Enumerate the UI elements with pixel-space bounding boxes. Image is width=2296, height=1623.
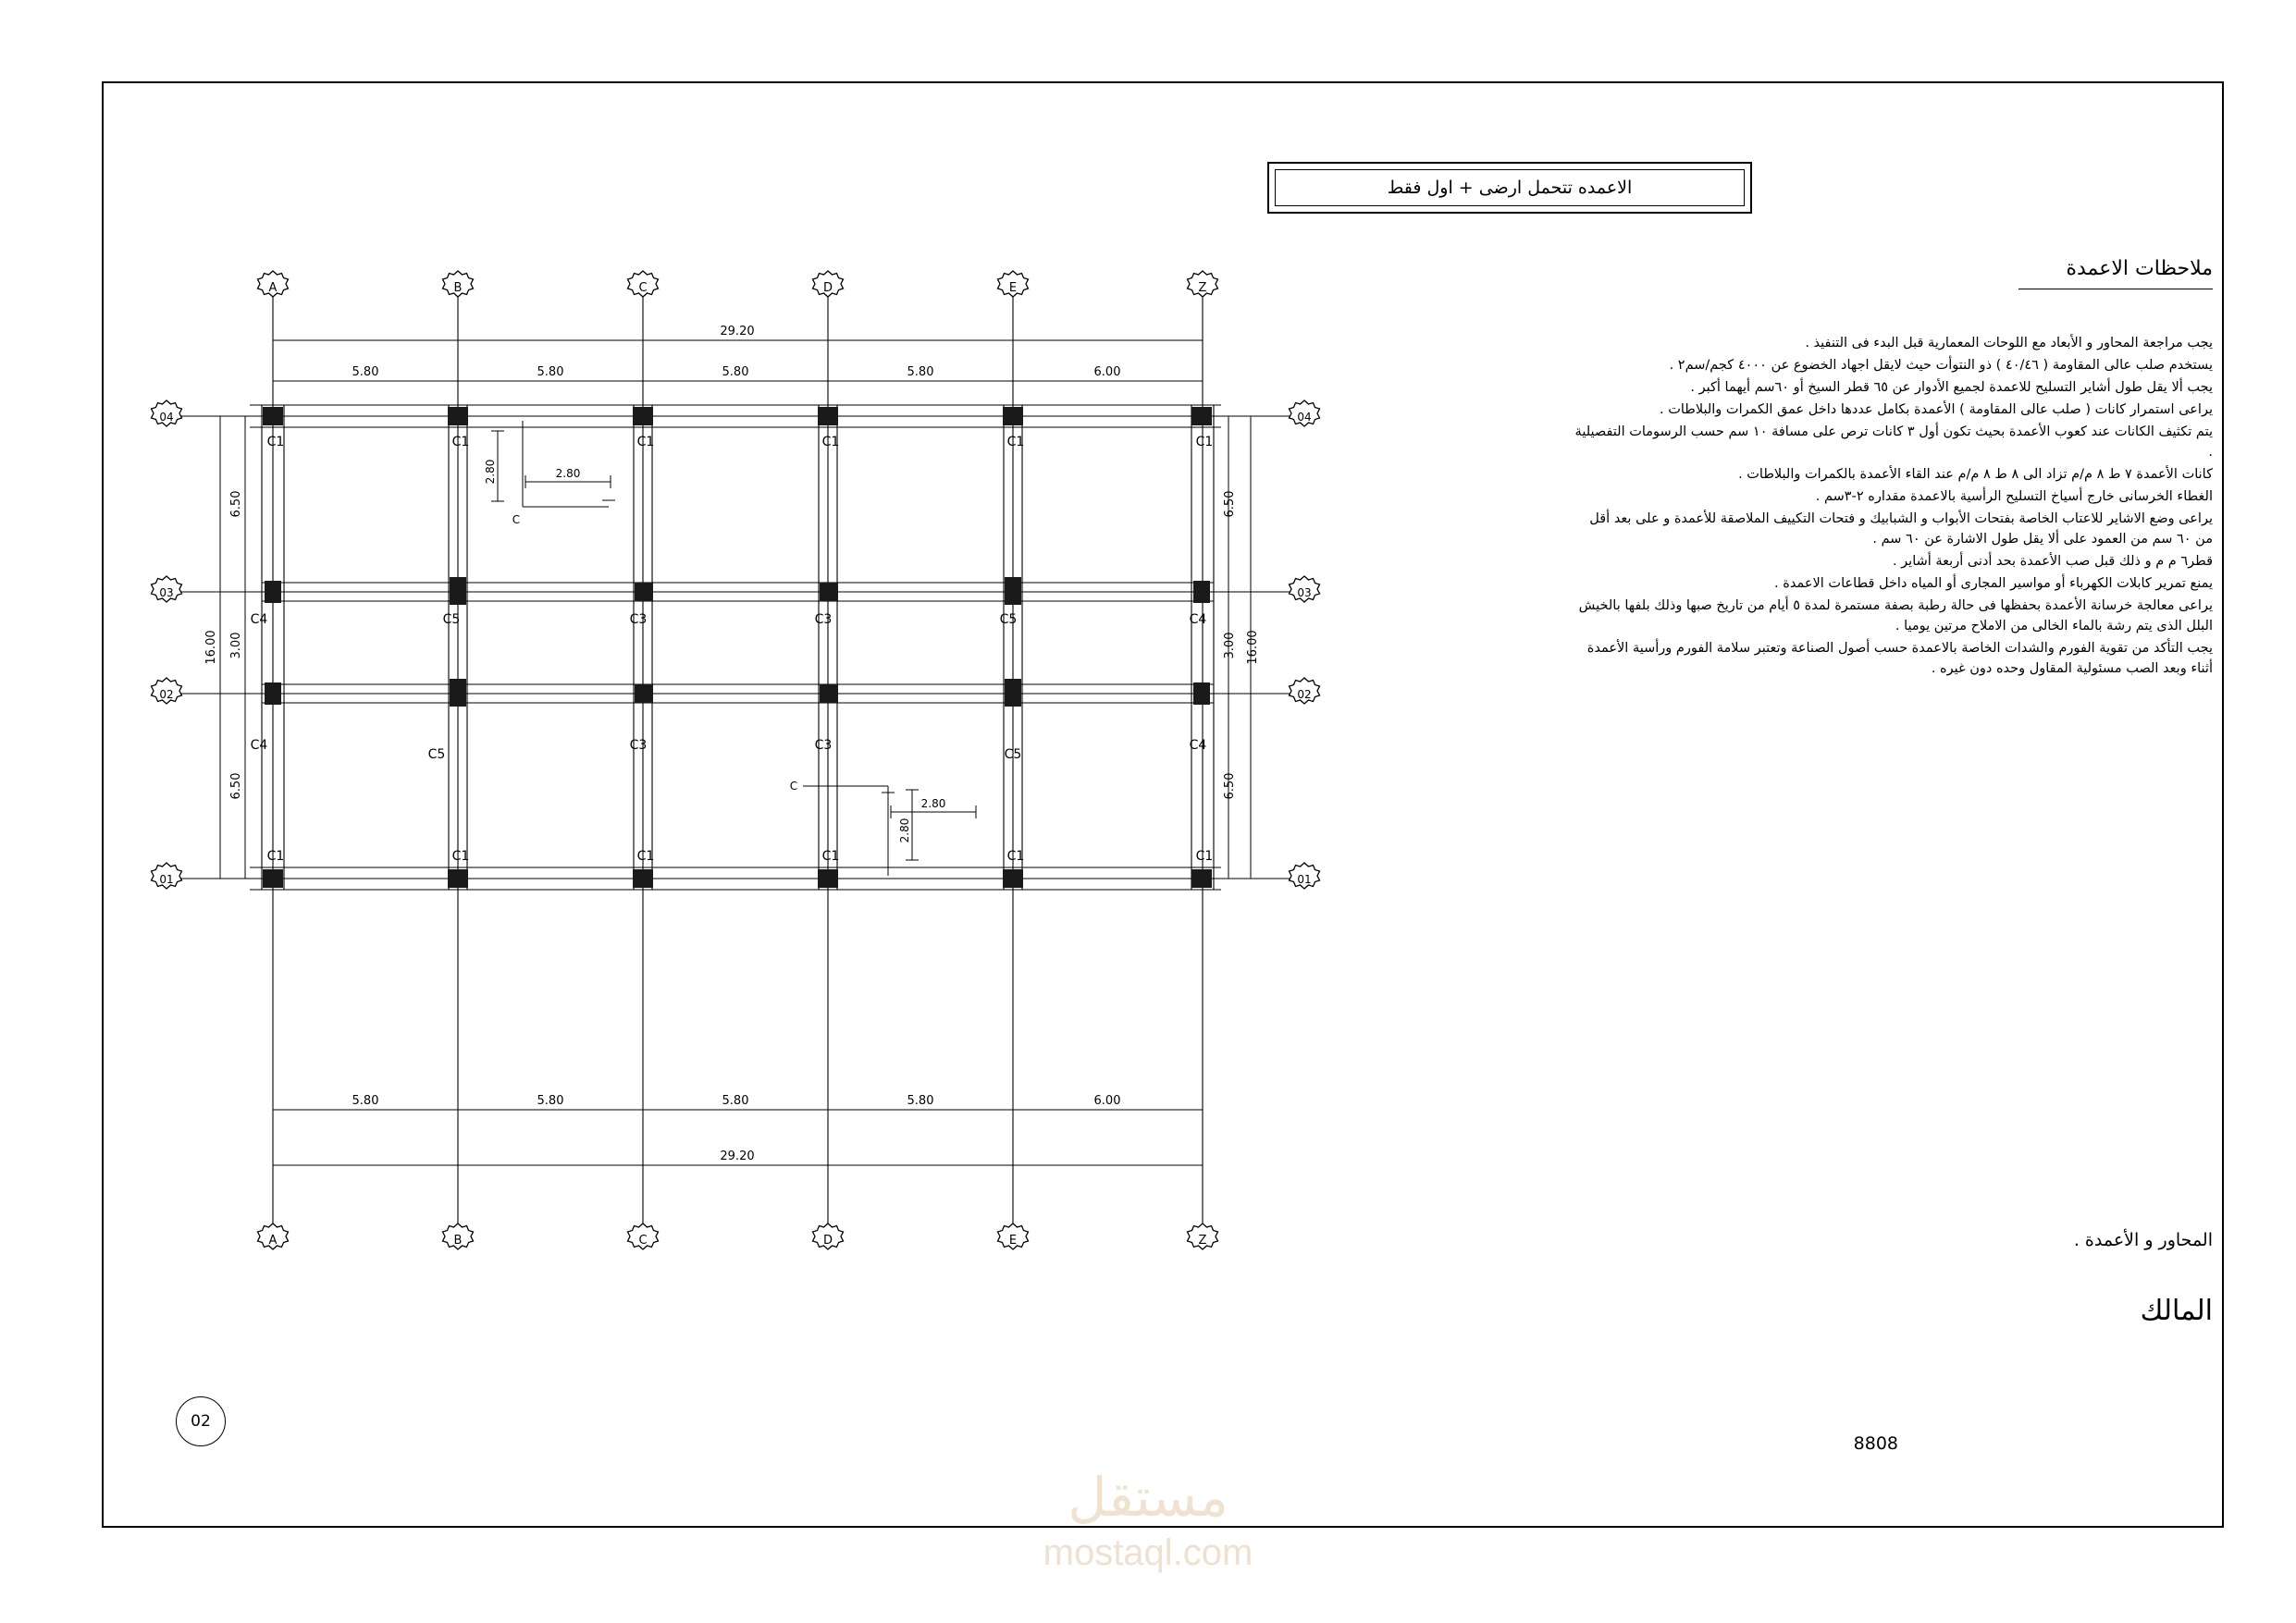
- dimension-label: 6.50: [1223, 772, 1237, 800]
- column-label: C1: [1195, 435, 1214, 449]
- dimension-total-left: 16.00: [204, 630, 218, 665]
- dimension-total-top: 29.20: [720, 325, 755, 338]
- axis-label-c: C: [638, 281, 648, 295]
- column-label: C4: [1189, 612, 1207, 627]
- dimension-label: 5.80: [722, 365, 749, 379]
- axis-label-02: 02: [1297, 688, 1312, 701]
- dimension-label: 5.80: [907, 365, 934, 379]
- axis-label-b: B: [453, 1234, 463, 1248]
- axis-bubbles-bottom: [258, 1223, 1218, 1249]
- axis-label-a: A: [268, 281, 278, 295]
- note-item: الغطاء الخرسانى خارج أسياخ التسليح الرأسية بالاعمدة مقداره ٢-٣سم .: [1815, 489, 2213, 505]
- column-label: C3: [814, 612, 833, 627]
- axes-caption: المحاور و الأعمدة .: [2073, 1230, 2213, 1250]
- detail-callout-1: [491, 421, 615, 507]
- dimension-label: 6.50: [229, 772, 243, 800]
- note-item: يمنع تمرير كابلات الكهرباء أو مواسير المجارى أو المياه داخل قطاعات الاعمدة .: [1774, 576, 2213, 592]
- column-label: C1: [266, 849, 285, 864]
- title-box-text: الاعمده تتحمل ارضى + اول فقط: [1275, 169, 1745, 206]
- column-label: C1: [451, 435, 470, 449]
- axis-label-e: E: [1008, 1234, 1018, 1248]
- note-item: كانات الأعمدة ٧ ط ٨ م/م تزاد الى ٨ ط ٨ م/م عند القاء الأعمدة بالكمرات والبلاطات .: [1738, 467, 2213, 483]
- dimension-label: 5.80: [722, 1094, 749, 1108]
- axis-label-04: 04: [159, 411, 174, 424]
- owner-caption: المالك: [2140, 1295, 2213, 1327]
- notes-heading: ملاحظات الاعمدة: [2066, 257, 2213, 280]
- dimension-total-bottom: 29.20: [720, 1150, 755, 1163]
- axis-bubbles-right: [1290, 400, 1320, 889]
- detail-dimension: 2.80: [555, 467, 581, 480]
- watermark-latin: mostaql.com: [1043, 1532, 1253, 1573]
- column-label: C4: [1189, 738, 1207, 753]
- column-label: C1: [821, 435, 840, 449]
- axis-label-b: B: [453, 281, 463, 295]
- note-item: يراعى استمرار كانات ( صلب عالى المقاومة ) الأعمدة بكامل عددها داخل عمق الكمرات والبلاطات .: [1660, 402, 2213, 418]
- column-label: C1: [266, 435, 285, 449]
- column-label: C4: [250, 738, 268, 753]
- title-box: [1267, 162, 1752, 214]
- column-label: C5: [442, 612, 461, 627]
- axis-label-a: A: [268, 1234, 278, 1248]
- detail-dimension: 2.80: [898, 818, 911, 843]
- watermark-arabic: مستقل: [1068, 1466, 1228, 1529]
- column-label: C3: [814, 738, 833, 753]
- detail-dimension: 2.80: [484, 459, 497, 485]
- note-item: يجب ألا يقل طول أشاير التسليح للاعمدة لجميع الأدوار عن ٦٥ قطر السيخ أو ٦٠سم أيهما أكبر .: [1690, 380, 2213, 396]
- dimension-label: 6.00: [1093, 1094, 1121, 1108]
- watermark: [0, 1466, 2296, 1574]
- axis-label-d: D: [822, 1234, 833, 1248]
- note-item: قطر٦ م م و ذلك قبل صب الأعمدة بحد أدنى أربعة أشاير .: [1892, 554, 2213, 570]
- dimension-total-right: 16.00: [1246, 630, 1260, 665]
- column-label: C1: [1006, 849, 1025, 864]
- column-label: C1: [451, 849, 470, 864]
- dimension-label: 5.80: [907, 1094, 934, 1108]
- column-label: C5: [427, 747, 446, 762]
- axis-label-04: 04: [1297, 411, 1312, 424]
- dimension-label: 3.00: [1223, 632, 1237, 659]
- note-item: يراعى معالجة خرسانة الأعمدة بحفظها فى حالة رطبة بصفة مستمرة لمدة ٥ أيام من تاريخ صبها وذلك بلفها بالخيش البلل الذى يتم رشة بالماء الخالى من الاملاح مرتين يوميا .: [1578, 598, 2213, 634]
- axis-label-01: 01: [1297, 873, 1312, 886]
- axis-label-e: E: [1008, 281, 1018, 295]
- axis-label-d: D: [822, 281, 833, 295]
- column-label: C1: [821, 849, 840, 864]
- sheet-number: 8808: [1853, 1433, 1898, 1454]
- note-item: يجب التأكد من تقوية الفورم والشدات الخاصة بالاعمدة حسب أصول الصناعة وتعتبر سلامة الفورم ورأسية الأعمدة أثناء وبعد الصب مسئولية المقاول وحده دون غيره .: [1586, 641, 2213, 677]
- detail-callout-label: C: [789, 780, 798, 793]
- note-item: يجب مراجعة المحاور و الأبعاد مع اللوحات المعمارية قبل البدء فى التنفيذ .: [1805, 336, 2213, 350]
- axis-label-03: 03: [159, 586, 174, 599]
- page-badge: 02: [176, 1396, 226, 1446]
- column-sections: [263, 407, 1212, 888]
- dimension-label: 6.50: [229, 490, 243, 518]
- axis-label-02: 02: [159, 688, 174, 701]
- axis-bubbles-top: [258, 271, 1218, 297]
- note-item: يراعى وضع الاشاير للاعتاب الخاصة بفتحات الأبواب و الشبابيك و فتحات التكييف الملاصقة للأعمدة و على بعد أقل من ٦٠ سم من العمود على ألا يقل طول الاشارة عن ٦٠ سم .: [1589, 511, 2213, 547]
- dimension-label: 5.80: [352, 365, 379, 379]
- dimension-chain-bottom: [273, 1100, 1203, 1174]
- column-label: C1: [636, 849, 655, 864]
- column-label: C1: [1195, 849, 1214, 864]
- dimension-label: 5.80: [537, 1094, 564, 1108]
- detail-callout-label: C: [512, 513, 521, 526]
- column-label: C4: [250, 612, 268, 627]
- axis-label-c: C: [638, 1234, 648, 1248]
- column-label: C3: [629, 738, 648, 753]
- axis-label-z: Z: [1198, 1234, 1207, 1248]
- axis-bubbles-left: [152, 400, 182, 889]
- dimension-label: 5.80: [537, 365, 564, 379]
- column-label: C3: [629, 612, 648, 627]
- column-label: C1: [1006, 435, 1025, 449]
- note-item: يستخدم صلب عالى المقاومة ( ٤٠/٤٦ ) ذو النتوأت حيث لايقل اجهاد الخضوع عن ٤٠٠٠ كجم/سم٢ .: [1669, 358, 2213, 374]
- column-label: C5: [1004, 747, 1022, 762]
- dimension-label: 6.00: [1093, 365, 1121, 379]
- note-item: يتم تكثيف الكانات عند كعوب الأعمدة بحيث تكون أول ٣ كانات ترص على مسافة ١٠ سم حسب الرسومات التفصيلية .: [1574, 424, 2213, 461]
- dimension-label: 3.00: [229, 632, 243, 659]
- dimension-chain-top: [273, 331, 1203, 390]
- column-label: C1: [636, 435, 655, 449]
- axis-label-01: 01: [159, 873, 174, 886]
- dimension-label: 6.50: [1223, 490, 1237, 518]
- axis-label-z: Z: [1198, 281, 1207, 295]
- detail-dimension: 2.80: [920, 797, 946, 810]
- column-label: C5: [999, 612, 1018, 627]
- axis-label-03: 03: [1297, 586, 1312, 599]
- column-layout-plan: [111, 231, 1684, 1341]
- dimension-label: 5.80: [352, 1094, 379, 1108]
